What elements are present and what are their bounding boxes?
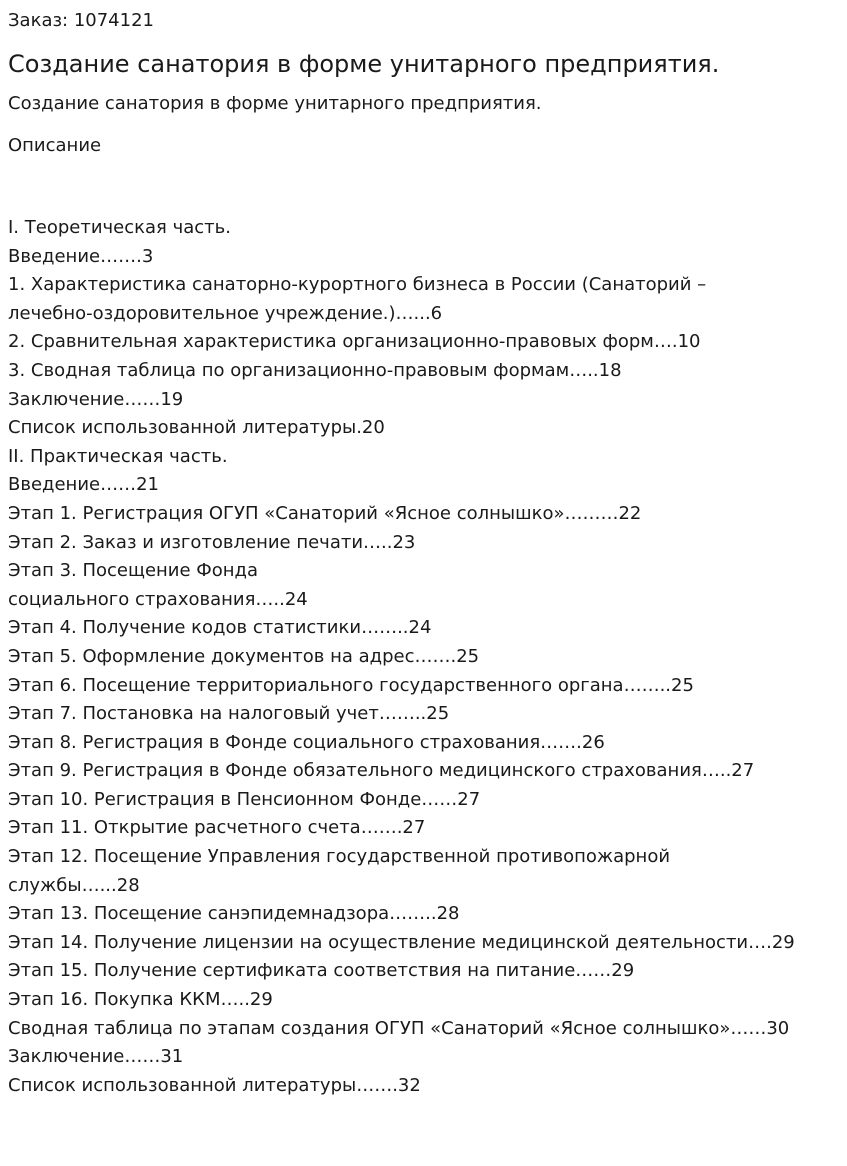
- toc-line: Список использованной литературы…….32: [8, 1074, 421, 1096]
- toc-line: 1. Характеристика санаторно-курортного бизнеса в России (Санаторий –: [8, 274, 707, 296]
- toc-line: службы…...28: [8, 874, 140, 896]
- toc-line: Этап 8. Регистрация в Фонде социального страхования…….26: [8, 731, 605, 753]
- toc-line: Список использованной литературы.20: [8, 417, 385, 439]
- toc-line: Этап 14. Получение лицензии на осуществление медицинской деятельности….29: [8, 931, 795, 953]
- toc-line: Заключение……19: [8, 388, 184, 410]
- toc-line: Этап 12. Посещение Управления государственной противопожарной: [8, 846, 671, 868]
- toc-line: Этап 9. Регистрация в Фонде обязательного медицинского страхования…..27: [8, 760, 755, 782]
- toc-line: Этап 5. Оформление документов на адрес…….25: [8, 645, 480, 667]
- toc-line: Этап 1. Регистрация ОГУП «Санаторий «Ясное солнышко»………22: [8, 502, 642, 524]
- toc-line: Этап 13. Посещение санэпидемнадзора……..28: [8, 903, 460, 925]
- toc-line: 2. Сравнительная характеристика организационно-правовых форм….10: [8, 331, 701, 353]
- toc-line: Введение……21: [8, 474, 159, 496]
- toc-line: Этап 10. Регистрация в Пенсионном Фонде……27: [8, 788, 481, 810]
- toc-line: 3. Сводная таблица по организационно-правовым формам…..18: [8, 359, 622, 381]
- toc-line: I. Теоретическая часть.: [8, 217, 231, 238]
- toc-line: II. Практическая часть.: [8, 445, 228, 467]
- toc-line: Этап 3. Посещение Фонда: [8, 560, 259, 582]
- toc-line: Этап 4. Получение кодов статистики……..24: [8, 617, 432, 639]
- table-of-contents: [8, 214, 839, 1100]
- toc-line: Заключение……31: [8, 1046, 184, 1068]
- toc-line: Этап 15. Получение сертификата соответствия на питание……29: [8, 960, 635, 982]
- toc-line: Этап 6. Посещение территориального государственного органа……..25: [8, 674, 694, 696]
- toc-line: Этап 7. Постановка на налоговый учет……..25: [8, 703, 450, 725]
- toc-line: Сводная таблица по этапам создания ОГУП «Санаторий «Ясное солнышко»……30: [8, 1017, 790, 1039]
- page-subtitle: Создание санатория в форме унитарного предприятия.: [8, 93, 542, 114]
- toc-line: лечебно-оздоровительное учреждение.)…...6: [8, 302, 443, 324]
- order-number: Заказ: 1074121: [8, 10, 154, 31]
- toc-line: Введение…….3: [8, 245, 154, 267]
- toc-line: Этап 2. Заказ и изготовление печати…..23: [8, 531, 416, 553]
- toc-line: Этап 11. Открытие расчетного счета…….27: [8, 817, 426, 839]
- toc-line: Этап 16. Покупка ККМ…..29: [8, 989, 273, 1011]
- description-heading: Описание: [8, 135, 102, 156]
- toc-line: социального страхования…..24: [8, 588, 308, 610]
- page-title: Создание санатория в форме унитарного предприятия.: [8, 50, 720, 78]
